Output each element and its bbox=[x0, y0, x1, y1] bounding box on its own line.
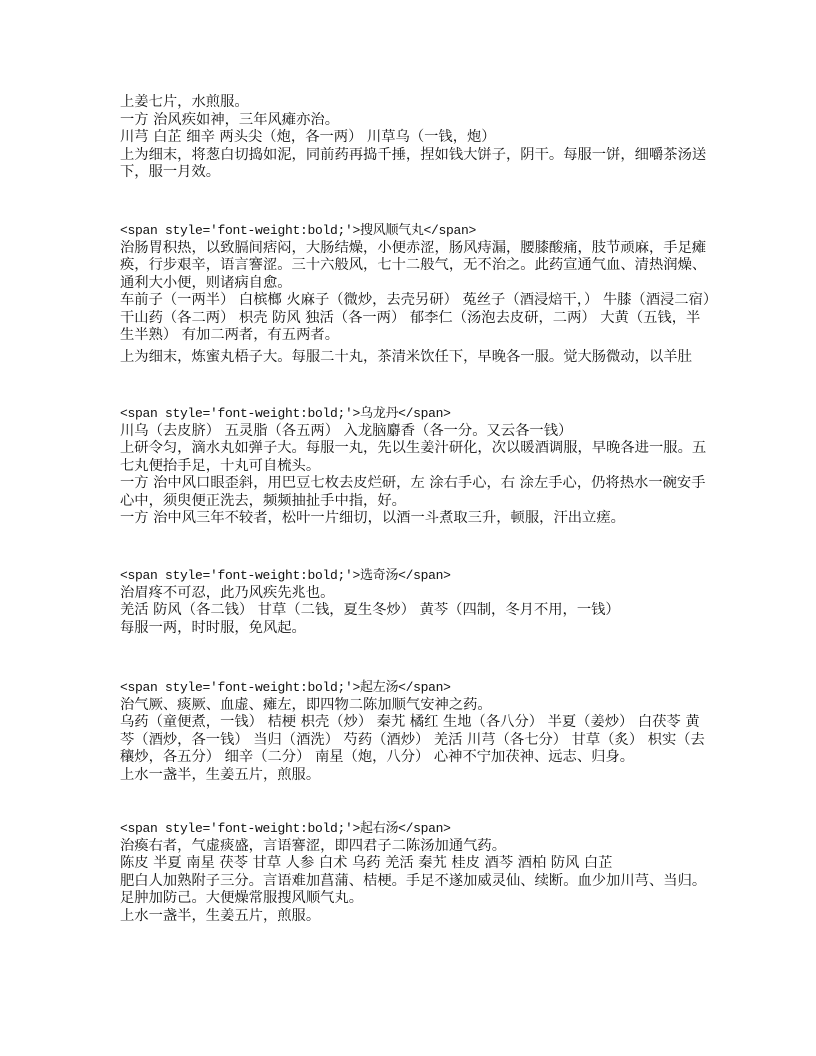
text-line: 川芎 白芷 细辛 两头尖（炮，各一两） 川草乌（一钱，炮） bbox=[120, 129, 496, 145]
text-line: 治眉疼不可忍，此乃风疾先兆也。 bbox=[120, 584, 335, 601]
text-line: 一方 治风疾如神，三年风瘫亦治。 bbox=[120, 111, 339, 128]
text-line: 痪，行步艰辛，语言謇涩。三十六般风，七十二般气，无不治之。此药宣通气血、清热润燥、 bbox=[120, 257, 707, 273]
section-heading: <span style='font-weight:bold;'>起左汤</span> bbox=[120, 680, 451, 695]
text-line: 治肠胃积热，以致膈间痞闷，大肠结燥，小便赤涩，肠风痔漏，腰膝酸痛，肢节顽麻，手足瘫 bbox=[120, 239, 707, 256]
text-line: 七丸便抬手足，十丸可自梳头。 bbox=[120, 457, 321, 474]
section-soufeng-shunqi-wan bbox=[120, 222, 720, 366]
text-line: 羌活 防风（各二钱） 甘草（二钱，夏生冬炒） 黄芩（四制，冬月不用，一钱） bbox=[120, 602, 620, 618]
text-line: 每服一两，时时服，免风起。 bbox=[120, 619, 306, 636]
section-heading: <span style='font-weight:bold;'>起右汤</span> bbox=[120, 821, 451, 836]
text-line: 通利大小便，则诸病自愈。 bbox=[120, 274, 292, 291]
text-line: 治瘓右者，气虚痰盛，言语謇涩，即四君子二陈汤加通气药。 bbox=[120, 837, 507, 854]
section-wulong-dan bbox=[120, 405, 720, 528]
section-heading: <span style='font-weight:bold;'>选奇汤</span> bbox=[120, 568, 451, 583]
text-line: 上水一盏半，生姜五片，煎服。 bbox=[120, 766, 321, 783]
section-heading: <span style='font-weight:bold;'>乌龙丹</span> bbox=[120, 406, 451, 421]
text-line: 生半熟） 有加二两者，有五两者。 bbox=[120, 327, 339, 343]
text-line: 车前子（一两半） 白槟榔 火麻子（微炒，去壳另研） 菟丝子（酒浸焙干，） 牛膝（酒浸二宿） bbox=[120, 292, 718, 308]
text-line: 心中，须臾便正洗去，频频抽扯手中指，好。 bbox=[120, 492, 406, 509]
text-line: 上为细末，炼蜜丸梧子大。每服二十丸，茶清米饮任下，早晚各一服。觉大肠微动，以羊肚 bbox=[120, 348, 692, 365]
text-line: 上为细末，将葱白切捣如泥，同前药再捣千捶，捏如钱大饼子，阴干。每服一饼，细嚼茶汤送 bbox=[120, 146, 707, 163]
section-qiyou-tang bbox=[120, 820, 720, 925]
text-line: 足肿加防己。大便燥常服搜风顺气丸。 bbox=[120, 890, 364, 906]
text-line: 治气厥、痰厥、血虚、瘫左，即四物二陈加顺气安神之药。 bbox=[120, 696, 492, 713]
text-line: 一方 治中风三年不较者，松叶一片细切，以酒一斗煮取三升，顿服，汗出立瘥。 bbox=[120, 510, 625, 526]
text-line: 穰炒，各五分） 细辛（二分） 南星（炮，八分） 心神不宁加茯神、远志、归身。 bbox=[120, 749, 635, 765]
text-line: 上水一盏半，生姜五片，煎服。 bbox=[120, 907, 321, 924]
section-0 bbox=[120, 94, 720, 182]
text-line: 下，服一月效。 bbox=[120, 164, 221, 180]
text-line: 上研令匀，滴水丸如弹子大。每服一丸，先以生姜汁研化，次以暖酒调服，早晚各进一服。五 bbox=[120, 440, 707, 456]
text-line: 陈皮 半夏 南星 茯苓 甘草 人参 白术 乌药 羌活 秦艽 桂皮 酒芩 酒柏 防风 白芷 bbox=[120, 855, 613, 871]
section-xuanqi-tang bbox=[120, 567, 720, 637]
text-line: 芩（酒炒，各一钱） 当归（酒洗） 芍药（酒炒） 羌活 川芎（各七分） 甘草（炙） 枳实（去 bbox=[120, 731, 705, 748]
section-heading: <span style='font-weight:bold;'>搜风顺气丸</span> bbox=[120, 223, 477, 238]
text-line: 乌药（童便煮，一钱） 桔梗 枳壳（炒） 秦艽 橘红 生地（各八分） 半夏（姜炒） 白茯苓 黄 bbox=[120, 714, 700, 730]
text-line: 干山药（各二两） 枳壳 防风 独活（各一两） 郁李仁（汤泡去皮研，二两） 大黄（五钱，半 bbox=[120, 309, 701, 326]
text-line: 肥白人加熟附子三分。言语难加菖蒲、桔梗。手足不遂加威灵仙、续断。血少加川芎、当归。 bbox=[120, 872, 707, 889]
text-line: 上姜七片，水煎服。 bbox=[120, 94, 249, 110]
section-qizuo-tang bbox=[120, 679, 720, 784]
text-line: 川乌（去皮脐） 五灵脂（各五两） 入龙脑麝香（各一分。又云各一钱） bbox=[120, 422, 573, 439]
text-line: 一方 治中风口眼歪斜，用巴豆七枚去皮烂研，左 涂右手心，右 涂左手心，仍将热水一碗安手 bbox=[120, 475, 706, 491]
